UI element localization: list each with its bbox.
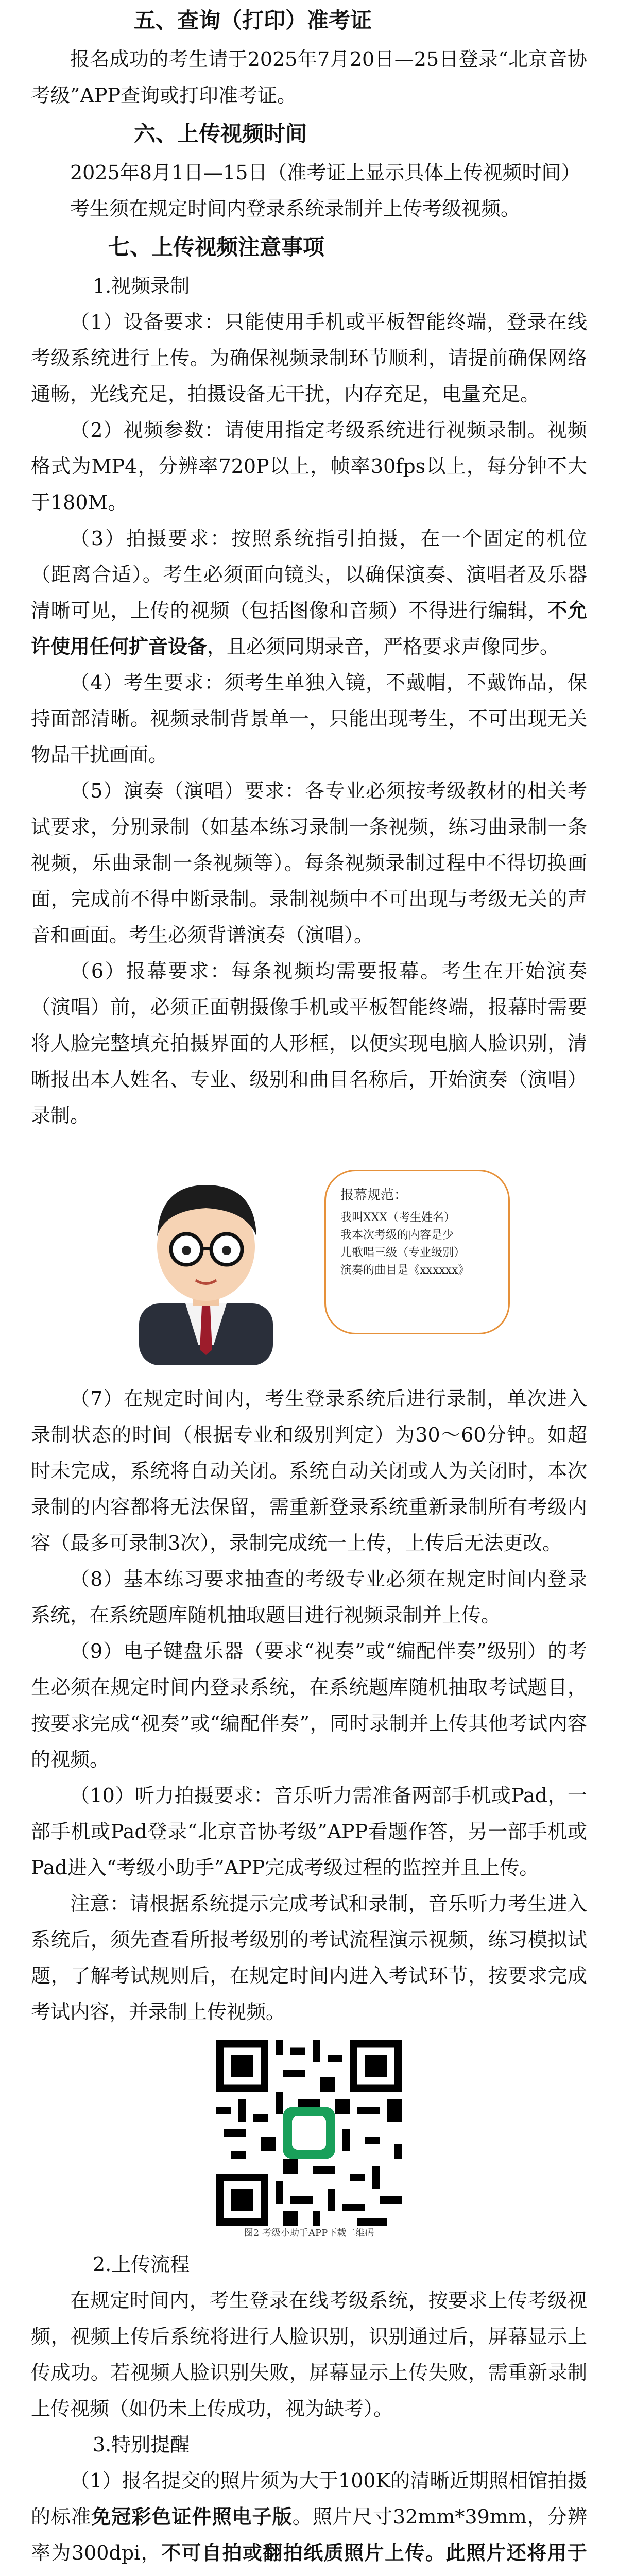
section-6-date: 2025年8月1日—15日（准考证上显示具体上传视频时间） [70,161,581,184]
subheading-special-reminder: 3.特别提醒 [93,2433,190,2456]
section-5-title: 五、查询（打印）准考证 [134,8,372,33]
qr-caption: 图2 考级小助手APP下载二维码 [244,2228,374,2239]
text: 。照片尺寸32mm*39mm，分辨率为300dpi， [31,2505,587,2564]
paragraph-time-limit: （7）在规定时间内，考生登录系统后进行录制，单次进入录制状态的时间（根据专业和级别判定）为30～60分钟。如超时未完成，系统将自动关闭。系统自动关闭或人为关闭时，本次录制的内容都将无法保留，需重新登录系统重新录制所有考级内容（最多可录制3次），录制完成统一上传，上传后无法更改。 [31,1387,587,1554]
bubble-line: 我叫XXX（考生姓名） [340,1211,455,1224]
announcement-illustration [31,1149,587,1365]
paragraph-photo [31,2463,587,2576]
text: （3）拍摄要求：按照系统指引拍摄，在一个固定的机位（距离合适）。考生必须面向镜头，以确保演奏、演唱者及乐器清晰可见，上传的视频（包括图像和音频）不得进行编辑， [31,527,587,622]
bubble-line: 我本次考级的内容是少 [340,1229,454,1242]
qr-code-image[interactable] [216,2040,402,2226]
paragraph-keyboard: （9）电子键盘乐器（要求“视奏”或“编配伴奏”级别）的考生必须在规定时间内登录系统，在系统题库随机抽取考试题目，按要求完成“视奏”或“编配伴奏”，同时录制并上传其他考试内容的视频。 [31,1640,587,1771]
paragraph-shooting [31,520,587,665]
section-6-title: 六、上传视频时间 [134,121,307,146]
paragraph-performance: （5）演奏（演唱）要求：各专业必须按考级教材的相关考试要求，分别录制（如基本练习录制一条视频，练习曲录制一条视频，乐曲录制一条视频等）。每条视频录制过程中不得切换画面，完成前不得中断录制。录制视频中不可出现与考级无关的声音和画面。考生必须背谱演奏（演唱）。 [31,779,587,946]
bubble-line: 儿歌唱三级（专业级别） [340,1246,466,1259]
paragraph-basic-practice: （8）基本练习要求抽查的考级专业必须在规定时间内登录系统，在系统题库随机抽取题目进行视频录制并上传。 [31,1568,587,1626]
bold-text: 免冠彩色证件照电子版 [91,2505,293,2528]
paragraph-listening: （10）听力拍摄要求：音乐听力需准备两部手机或Pad，一部手机或Pad登录“北京音协考级”APP看题作答，另一部手机或Pad进入“考级小助手”APP完成考级过程的监控并且上传。 [31,1784,587,1879]
section-7-title: 七、上传视频注意事项 [108,234,325,260]
boy-illustration [108,1149,304,1365]
subheading-video-recording: 1.视频录制 [93,275,190,297]
text: ，且必须同期录音，严格要求声像同步。 [207,635,560,658]
paragraph-candidate: （4）考生要求：须考生单独入镜，不戴帽，不戴饰品，保持面部清晰。视频录制背景单一，只能出现考生，不可出现无关物品干扰画面。 [31,671,587,766]
bubble-line: 演奏的曲目是《xxxxxx》 [340,1264,470,1277]
paragraph-device: （1）设备要求：只能使用手机或平板智能终端，登录在线考级系统进行上传。为确保视频录制环节顺利，请提前确保网络通畅，光线充足，拍摄设备无干扰，内存充足，电量充足。 [31,311,587,405]
section-6-text: 考生须在规定时间内登录系统录制并上传考级视频。 [70,197,521,220]
paragraph-video-params: （2）视频参数：请使用指定考级系统进行视频录制。视频格式为MP4，分辨率720P以上，帧率30fps以上，每分钟不大于180M。 [31,419,587,514]
bubble-title: 报幕规范： [340,1188,408,1203]
qr-code-block [31,2040,587,2241]
bold-text: 不可自拍或翻拍纸质照片上传。此照片还将用于 [161,2541,587,2564]
announcement-speech-bubble [324,1170,510,1334]
bold-text: 不允许使用任何扩音设备 [31,599,587,658]
subheading-upload-flow: 2.上传流程 [93,2253,190,2276]
paragraph-announcement: （6）报幕要求：每条视频均需要报幕。考生在开始演奏（演唱）前，必须正面朝摄像手机或平板智能终端，报幕时需要将人脸完整填充拍摄界面的人形框，以便实现电脑人脸识别，清晰报出本人姓名、专业、级别和曲目名称后，开始演奏（演唱）录制。 [31,960,587,1127]
paragraph-upload-flow: 在规定时间内，考生登录在线考级系统，按要求上传考级视频，视频上传后系统将进行人脸识别，识别通过后，屏幕显示上传成功。若视频人脸识别失败，屏幕显示上传失败，需重新录制上传视频（如仍未上传成功，视为缺考）。 [31,2289,587,2420]
paragraph-note: 注意：请根据系统提示完成考试和录制，音乐听力考生进入系统后，须先查看所报考级别的考试流程演示视频，练习模拟试题，了解考试规则后，在规定时间内进入考试环节，按要求完成考试内容，并录制上传视频。 [31,1892,587,2023]
text: （1）报名提交的照片须为大于100K的清晰近期照相馆拍摄的标准 [31,2469,587,2528]
section-5-text: 报名成功的考生请于2025年7月20日—25日登录“北京音协考级”APP查询或打印准考证。 [31,48,587,107]
